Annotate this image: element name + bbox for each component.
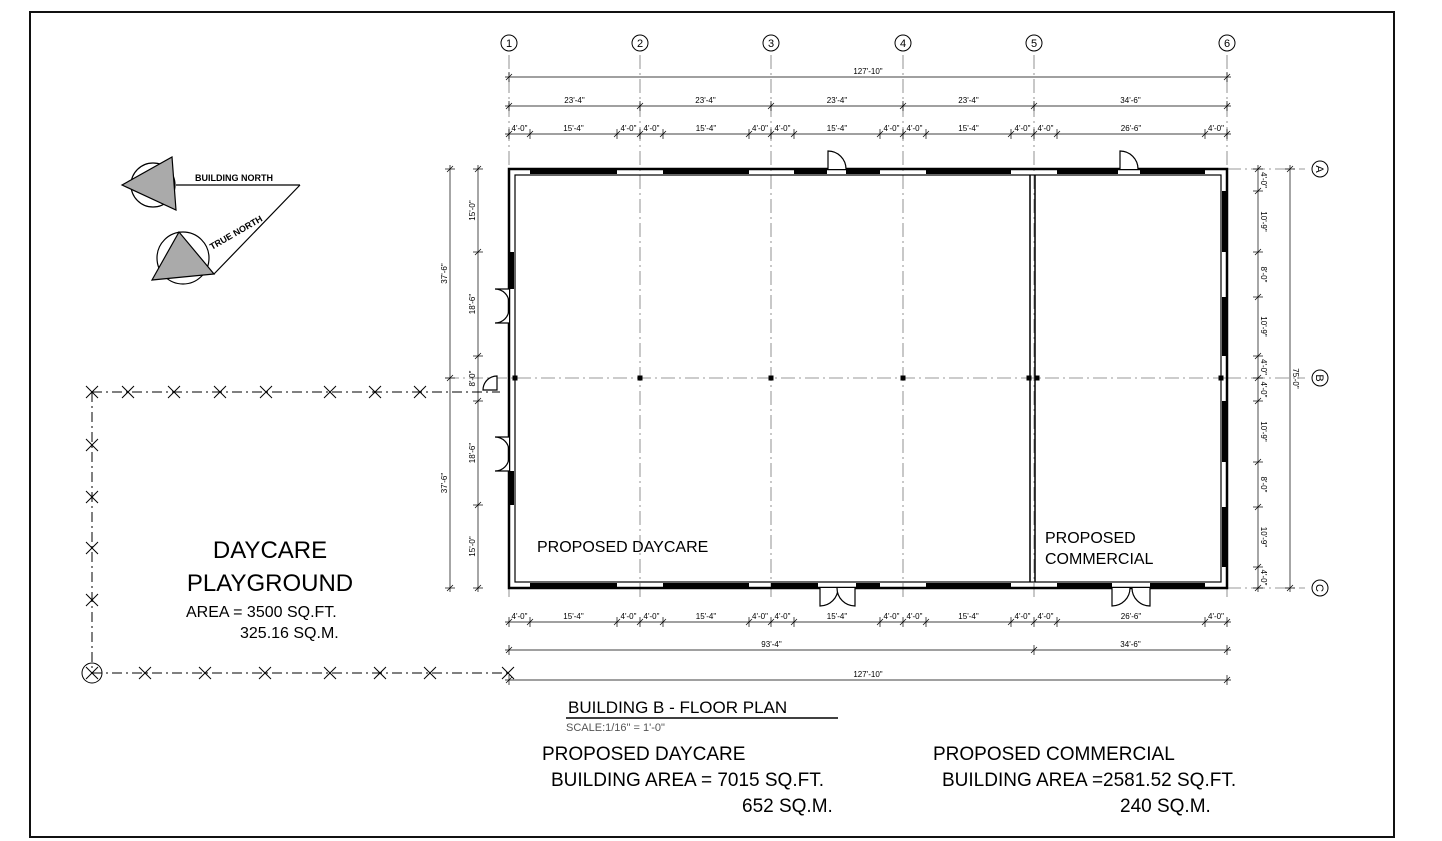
dim-right-inner-label-6: 10'-9": [1259, 421, 1268, 442]
dim-top-detail-label-0: 4'-0": [511, 124, 528, 133]
north-arrow-building: [122, 157, 300, 210]
dim-right-inner-label-1: 10'-9": [1259, 211, 1268, 232]
dim-bottom-detail-label-3: 4'-0": [643, 612, 660, 621]
dim-bottom-detail-label-13: 26'-6": [1120, 612, 1142, 621]
dim-top-detail-label-13: 26'-6": [1120, 124, 1142, 133]
dim-top-bays-label-0: 23'-4": [564, 96, 585, 105]
dim-bottom-split-label-1: 34'-6": [1120, 640, 1141, 649]
dim-left-inner-label-3: 18'-6": [468, 442, 477, 464]
dim-top-detail-label-10: 15'-4": [958, 124, 979, 133]
dim-bottom-detail-label-6: 4'-0": [774, 612, 791, 621]
dim-top-detail-label-8: 4'-0": [883, 124, 900, 133]
dim-bottom-detail-label-10: 15'-4": [958, 612, 979, 621]
plan-title: BUILDING B - FLOOR PLAN: [568, 698, 788, 717]
summary-daycare-area-ft: BUILDING AREA = 7015 SQ.FT.: [551, 770, 824, 791]
grid-bubble-label-4: 4: [899, 38, 907, 50]
summary-commercial-area-m: 240 SQ.M.: [1120, 796, 1211, 817]
dim-bottom-detail-label-9: 4'-0": [906, 612, 923, 621]
summary-commercial-title: PROPOSED COMMERCIAL: [933, 744, 1175, 765]
dim-right-inner-label-2: 8'-0": [1259, 266, 1268, 283]
dim-top-detail-label-7: 15'-4": [826, 124, 848, 133]
playground-title-line2: PLAYGROUND: [186, 570, 354, 597]
dim-top-bays-label-4: 34'-6": [1120, 96, 1141, 105]
dim-bottom-detail-label-11: 4'-0": [1014, 612, 1031, 621]
dim-bottom-detail-label-5: 4'-0": [752, 612, 768, 621]
dim-top-detail-label-6: 4'-0": [774, 124, 791, 133]
dim-right-inner-label-0: 4'-0": [1259, 172, 1268, 188]
playground-area-ft: AREA = 3500 SQ.FT.: [186, 604, 337, 621]
dim-top-detail-label-2: 4'-0": [620, 124, 637, 133]
dim-left-inner-label-4: 15'-0": [468, 536, 477, 557]
grid-bubble-label-A: A: [1313, 165, 1325, 173]
dim-left-inner-label-1: 18'-6": [468, 293, 477, 315]
dim-right-inner-label-3: 10'-9": [1259, 316, 1268, 337]
dim-right-inner-label-4: 4'-0": [1259, 359, 1268, 375]
grid-bubbles: [501, 35, 1328, 596]
dim-right-inner-label-7: 8'-0": [1259, 476, 1268, 493]
true-north-arrow-icon: [152, 232, 214, 280]
playground-title-line1: DAYCARE: [212, 537, 328, 564]
dim-top-overall-label-0: 127'-10": [853, 67, 883, 76]
dim-left-inner-label-2: 8'-0": [468, 370, 477, 387]
dim-left-outer-label-1: 37'-6": [440, 472, 449, 494]
dim-right-outer-label-0: 75'-0": [1291, 368, 1300, 389]
dim-top-detail-label-9: 4'-0": [906, 124, 923, 133]
grid-bubble-label-5: 5: [1030, 38, 1038, 50]
grid-bubble-label-1: 1: [505, 38, 513, 50]
summary-daycare-title: PROPOSED DAYCARE: [542, 744, 746, 765]
column-5: [1035, 376, 1040, 381]
grid-bubble-label-6: 6: [1223, 38, 1231, 50]
dim-bottom-detail-label-0: 4'-0": [511, 612, 528, 621]
dim-top-bays-label-3: 23'-4": [958, 96, 979, 105]
dim-top-detail-label-4: 15'-4": [695, 124, 717, 133]
column-2: [769, 376, 774, 381]
column-4: [1027, 376, 1032, 381]
summary-commercial-area-ft: BUILDING AREA =2581.52 SQ.FT.: [942, 770, 1237, 791]
dim-right-inner-label-9: 4'-0": [1259, 569, 1268, 586]
plan-scale: SCALE:1/16" = 1'-0": [566, 722, 665, 734]
dim-bottom-detail-label-12: 4'-0": [1037, 612, 1054, 621]
dimension-lines: [445, 72, 1295, 685]
dim-top-detail-label-14: 4'-0": [1208, 124, 1224, 133]
windows: [512, 172, 1224, 585]
dim-bottom-detail-label-7: 15'-4": [826, 612, 848, 621]
grid-bubble-label-C: C: [1313, 584, 1325, 592]
column-0: [513, 376, 518, 381]
dim-bottom-split-label-0: 93'-4": [761, 640, 782, 649]
dim-top-bays-label-2: 23'-4": [826, 96, 848, 105]
dim-top-detail-label-12: 4'-0": [1037, 124, 1054, 133]
room-label-commercial-line2: COMMERCIAL: [1045, 551, 1154, 568]
grid-lines: [445, 55, 1305, 600]
dim-bottom-overall-label-0: 127'-10": [853, 670, 883, 679]
building-walls: [509, 169, 1227, 588]
room-label-daycare: PROPOSED DAYCARE: [537, 539, 709, 556]
dim-left-inner-label-0: 15'-0": [468, 200, 477, 221]
true-north-label: TRUE NORTH: [208, 213, 265, 252]
dim-left-outer-label-0: 37'-6": [440, 263, 449, 284]
dim-top-bays-label-1: 23'-4": [695, 96, 716, 105]
column-3: [901, 376, 906, 381]
room-label-commercial-line1: PROPOSED: [1045, 530, 1136, 547]
dim-top-detail-label-1: 15'-4": [563, 124, 584, 133]
dim-bottom-detail-label-2: 4'-0": [620, 612, 637, 621]
dim-right-inner-label-5: 4'-0": [1259, 381, 1268, 398]
grid-bubble-label-2: 2: [636, 38, 644, 50]
grid-bubble-label-B: B: [1313, 374, 1325, 382]
building-north-arrow-icon: [122, 157, 176, 210]
summary-daycare-area-m: 652 SQ.M.: [742, 796, 833, 817]
column-6: [1219, 376, 1224, 381]
grid-bubble-label-3: 3: [767, 38, 775, 50]
dim-top-detail-label-5: 4'-0": [752, 124, 768, 133]
dim-bottom-detail-label-8: 4'-0": [883, 612, 900, 621]
dim-top-detail-label-11: 4'-0": [1014, 124, 1031, 133]
dim-bottom-detail-label-4: 15'-4": [695, 612, 717, 621]
dim-right-inner-label-8: 10'-9": [1259, 526, 1268, 548]
dim-bottom-detail-label-14: 4'-0": [1208, 612, 1224, 621]
dim-bottom-detail-label-1: 15'-4": [563, 612, 584, 621]
playground-area-m: 325.16 SQ.M.: [240, 625, 339, 642]
dim-top-detail-label-3: 4'-0": [643, 124, 660, 133]
column-1: [638, 376, 643, 381]
building-north-label: BUILDING NORTH: [195, 173, 273, 183]
